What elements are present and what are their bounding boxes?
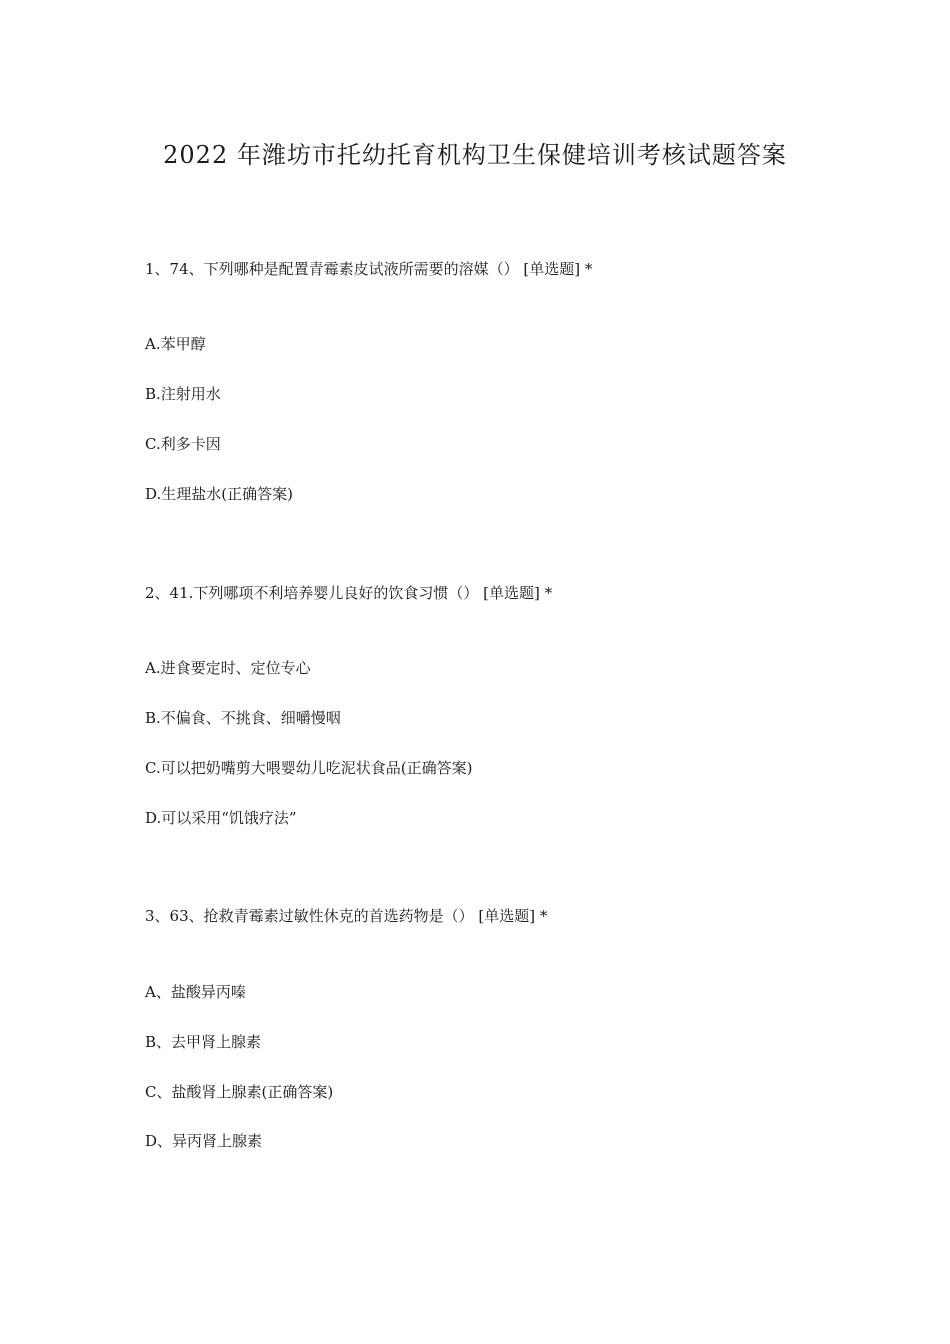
question-text: 1、74、下列哪种是配置青霉素皮试液所需要的溶媒（） [单选题] *	[145, 260, 593, 278]
option-c: C.利多卡因	[145, 435, 221, 453]
option-a: A.苯甲醇	[145, 335, 206, 353]
option-d: D.可以采用“饥饿疗法”	[145, 809, 297, 827]
option-d: D.生理盐水(正确答案)	[145, 485, 293, 503]
option-a: A.进食要定时、定位专心	[145, 659, 311, 677]
option-b: B.注射用水	[145, 385, 221, 403]
question-text: 3、63、抢救青霉素过敏性休克的首选药物是（） [单选题] *	[145, 907, 548, 925]
option-b: B、去甲肾上腺素	[145, 1033, 262, 1051]
question-text: 2、41.下列哪项不利培养婴儿良好的饮食习惯（） [单选题] *	[145, 584, 553, 602]
option-c: C、盐酸肾上腺素(正确答案)	[145, 1083, 334, 1101]
option-c: C.可以把奶嘴剪大喂婴幼儿吃泥状食品(正确答案)	[145, 759, 473, 777]
option-b: B.不偏食、不挑食、细嚼慢咽	[145, 709, 341, 727]
document-title: 2022 年潍坊市托幼托育机构卫生保健培训考核试题答案	[163, 141, 787, 169]
option-a: A、盐酸异丙嗪	[145, 983, 246, 1001]
option-d: D、异丙肾上腺素	[145, 1132, 263, 1150]
